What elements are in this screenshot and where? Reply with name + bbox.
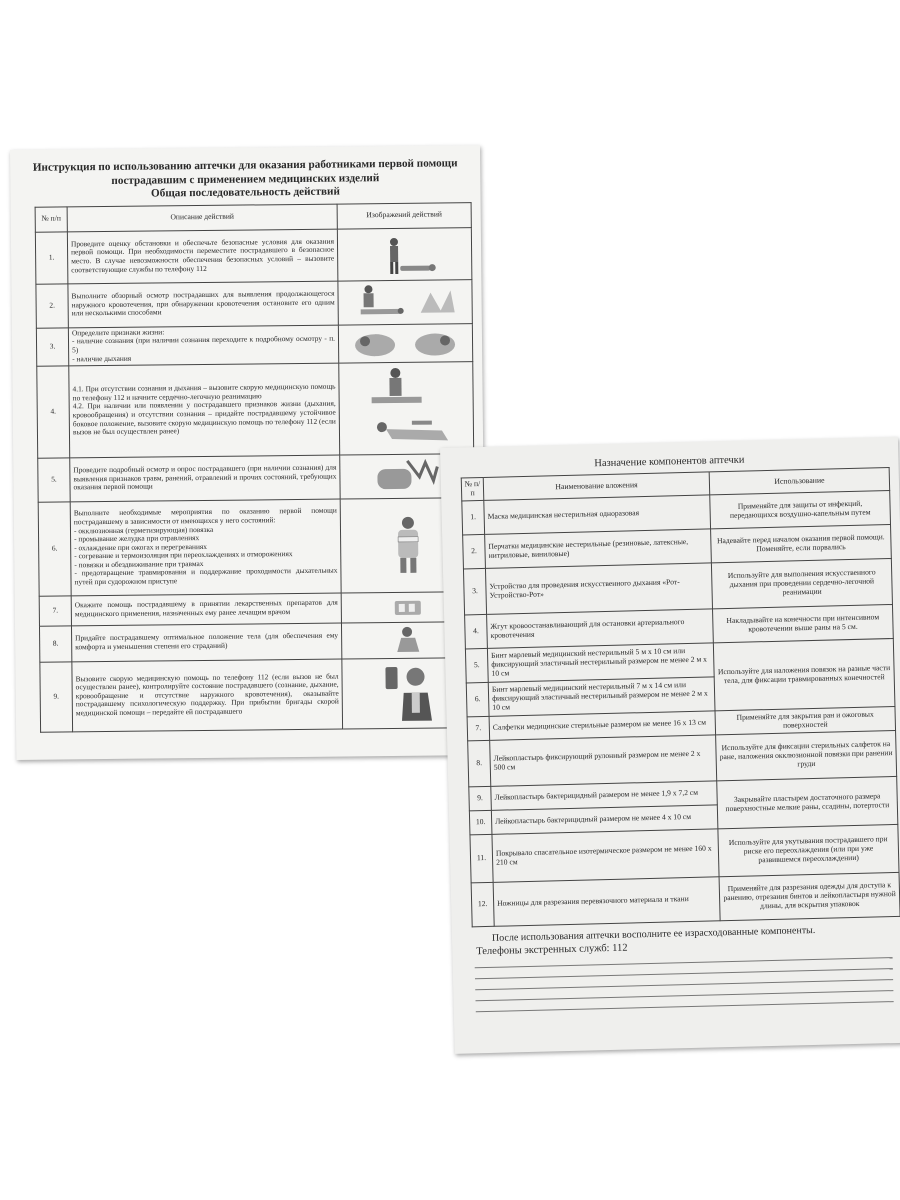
table-row (37, 361, 474, 458)
header-desc: Описание действий (67, 204, 337, 232)
header-num: № п/п (461, 477, 484, 501)
cpr-and-recovery-position-illustration (339, 361, 474, 454)
table-row (39, 591, 475, 626)
row-num: 11. (470, 834, 493, 883)
emergency-phones: Телефоны экстренных служб: 112 (476, 942, 628, 958)
instruction-title (30, 157, 460, 202)
row-num: 6. (38, 501, 71, 595)
table-row (38, 497, 475, 596)
row-num: 7. (467, 716, 490, 741)
row-num: 1. (35, 231, 68, 283)
row-name: Жгут кровоостанавливающий для остановки артериального кровотечения (487, 609, 714, 649)
header-img: Изображений действий (337, 202, 471, 228)
actions-table (35, 202, 477, 733)
row-use: Применяйте для разрезания одежды для доступа к ранению, отрезания бинтов и лейкопластыря нужной длины, для вскрытия упаковок (719, 872, 900, 920)
row-num: 12. (471, 882, 494, 927)
row-num: 8. (468, 740, 491, 787)
table-row (471, 872, 900, 926)
row-use: Надевайте перед началом оказания первой помощи. Поменяйте, если порвались (711, 525, 892, 563)
row-name: Лейкопластырь бактерицидный размером не менее 1,9 х 7,2 см (491, 781, 718, 811)
components-table (461, 467, 900, 927)
row-num: 7. (39, 595, 71, 625)
signs-of-life-check-illustration (338, 323, 472, 362)
row-num: 1. (462, 500, 485, 535)
row-num: 9. (40, 661, 73, 731)
row-name: Лейкопластырь фиксирующий рулонный размером не менее 2 х 500 см (490, 735, 717, 787)
row-name: Покрывало спасательное изотермическое размером не менее 160 х 210 см (492, 829, 719, 883)
row-name: Лейкопластырь бактерицидный размером не менее 4 х 10 см (491, 805, 718, 835)
row-num: 3. (36, 327, 68, 365)
row-num: 6. (466, 682, 489, 717)
row-desc: Вызовите скорую медицинскую помощь по телефону 112 (если вызов не был осуществлен ранее), контролируйте состояние пострадавшего (сознание, дыхание, кровообращение и отсутствие наружного кровотечения), оказывайте пострадавшему психологическую поддержку. При прибытии бригады скорой медицинской помощи – передайте ей пострадавшего (72, 659, 343, 732)
row-use: Используйте для наложения повязок на разные части тела, для фиксации травмированных конечностей (713, 638, 895, 710)
header-num: № п/п (35, 206, 67, 231)
row-name: Салфетки медицинские стерильные размером не менее 16 х 13 см (489, 711, 716, 741)
row-desc: Придайте пострадавшему оптимальное положение тела (для обеспечения ему комфорта и уменьшения степени его страданий) (71, 623, 341, 662)
components-title: Назначение компонентов аптечки (594, 454, 745, 470)
row-use: Применяйте для защиты от инфекций, передающихся воздушно-капельным путем (710, 491, 891, 529)
row-use: Применяйте для закрытия ран и ожоговых поверхностей (715, 706, 896, 734)
table-row (36, 323, 472, 366)
row-name: Устройство для проведения искусственного дыхания «Рот-Устройство-Рот» (485, 563, 712, 615)
row-use: Используйте для фиксации стерильных салфеток на ране, наложения окклюзионной повязки при ранении груди (716, 730, 897, 780)
row-name: Перчатки медицинские нестерильные (резиновые, латексные, нитриловые, виниловые) (485, 529, 712, 569)
header-use: Использование (709, 468, 890, 495)
table-row (35, 227, 472, 284)
instruction-sheet-left (10, 145, 486, 760)
row-name: Бинт марлевый медицинский нестерильный 5 м х 10 см или фиксирующий эластичный нестерильный размером не менее 2 м х 10 см (487, 643, 714, 683)
row-num: 3. (463, 568, 486, 615)
row-desc: Проведите подробный осмотр и опрос пострадавшего (при наличии сознания) для выявления признаков травм, ранений, отравлений и прочих состояний, требующих оказания первой помощи (70, 455, 340, 502)
refill-note: После использования аптечки восполните ее израсходованные компоненты. (491, 924, 816, 944)
row-num: 4. (465, 614, 488, 649)
table-row (38, 453, 474, 502)
row-desc: Выполните необходимые мероприятия по оказанию первой помощи пострадавшему в зависимости от имеющихся у него состояний: - окклюзионная (герметизирующая) повязка - промывание желудка при отравлениях - охлаждение при ожогах и перегреваниях - согревание и термоизоляция при переохлаждениях и отморожениях - повязки и обездвиживание при травмах - предотвращение травмирования и поддержание проходимости дыхательных путей при судорожном приступе (70, 499, 341, 596)
table-row (36, 279, 472, 328)
row-desc: 4.1. При отсутствии сознания и дыхания – вызовите скорую медицинскую помощь по телефону 112 и начните сердечно-легочную реанимацию 4.2. При наличии или появлении у пострадавшего признаков жизни (дыхания, кровообращения) и отсутствии сознания – придайте пострадавшему устойчивое боковое положение, вызовите скорую медицинскую помощь по телефону 112 (если вызов не был осуществлен ранее) (69, 363, 340, 458)
row-use: Используйте для выполнения искусственного дыхания при проведении сердечно-легочной реанимации (711, 559, 892, 609)
instruction-title-text: Инструкция по использованию аптечки для оказания работниками первой помощи пострадавшим с применением медицинских изделий (32, 157, 458, 187)
row-num: 5. (38, 457, 70, 501)
row-name: Бинт марлевый медицинский нестерильный 7 м х 14 см или фиксирующий эластичный нестерильный размером не менее 2 м х 10 см (488, 677, 715, 717)
row-desc: Выполните обзорный осмотр пострадавших для выявления продолжающегося наружного кровотечения, при обнаружении кровотечения остановите его одним или несколькими способами (68, 281, 338, 328)
row-num: 2. (463, 534, 486, 569)
table-row (39, 621, 475, 662)
row-use: Накладывайте на конечности при интенсивном кровотечении выше раны на 5 см. (713, 604, 894, 642)
row-num: 5. (465, 648, 488, 683)
row-num: 4. (37, 365, 70, 457)
row-num: 8. (39, 625, 71, 661)
row-name: Ножницы для разрезания перевязочного материала и ткани (493, 877, 720, 927)
row-desc: Определите признаки жизни: - наличие сознания (при наличии сознания переходите к подробному осмотру - п. 5) - наличие дыхания (68, 325, 338, 366)
table-row (40, 657, 477, 732)
row-num: 9. (469, 786, 492, 811)
row-use: Закрывайте пластырем достаточного размера поверхностные мелкие раны, ссадины, потертости (717, 776, 898, 828)
bleeding-inspection-illustration (338, 279, 472, 324)
row-desc: Проведите оценку обстановки и обеспечьте безопасные условия для оказания первой помощи. При необходимости переместите пострадавшего в безопасное место. В случае невозможности обеспечения безопасных условий – вызовите соответствующие службы по телефону 112 (67, 229, 338, 284)
row-use: Используйте для укутывания пострадавшего при риске его переохлаждения (или при уже развившемся переохлаждении) (718, 824, 899, 876)
components-sheet-right (440, 437, 900, 1054)
instruction-subtitle: Общая последовательность действий (150, 185, 340, 200)
header-name: Наименование вложения (483, 472, 709, 501)
row-num: 10. (469, 810, 492, 835)
rescuer-moving-victim-illustration (337, 227, 472, 280)
row-desc: Окажите помощь пострадавшему в принятии лекарственных препаратов для медицинского применения, назначенных ему ранее лечащим врачом (71, 593, 341, 626)
row-name: Маска медицинская нестерильная одноразовая (484, 495, 711, 535)
row-num: 2. (36, 283, 68, 327)
